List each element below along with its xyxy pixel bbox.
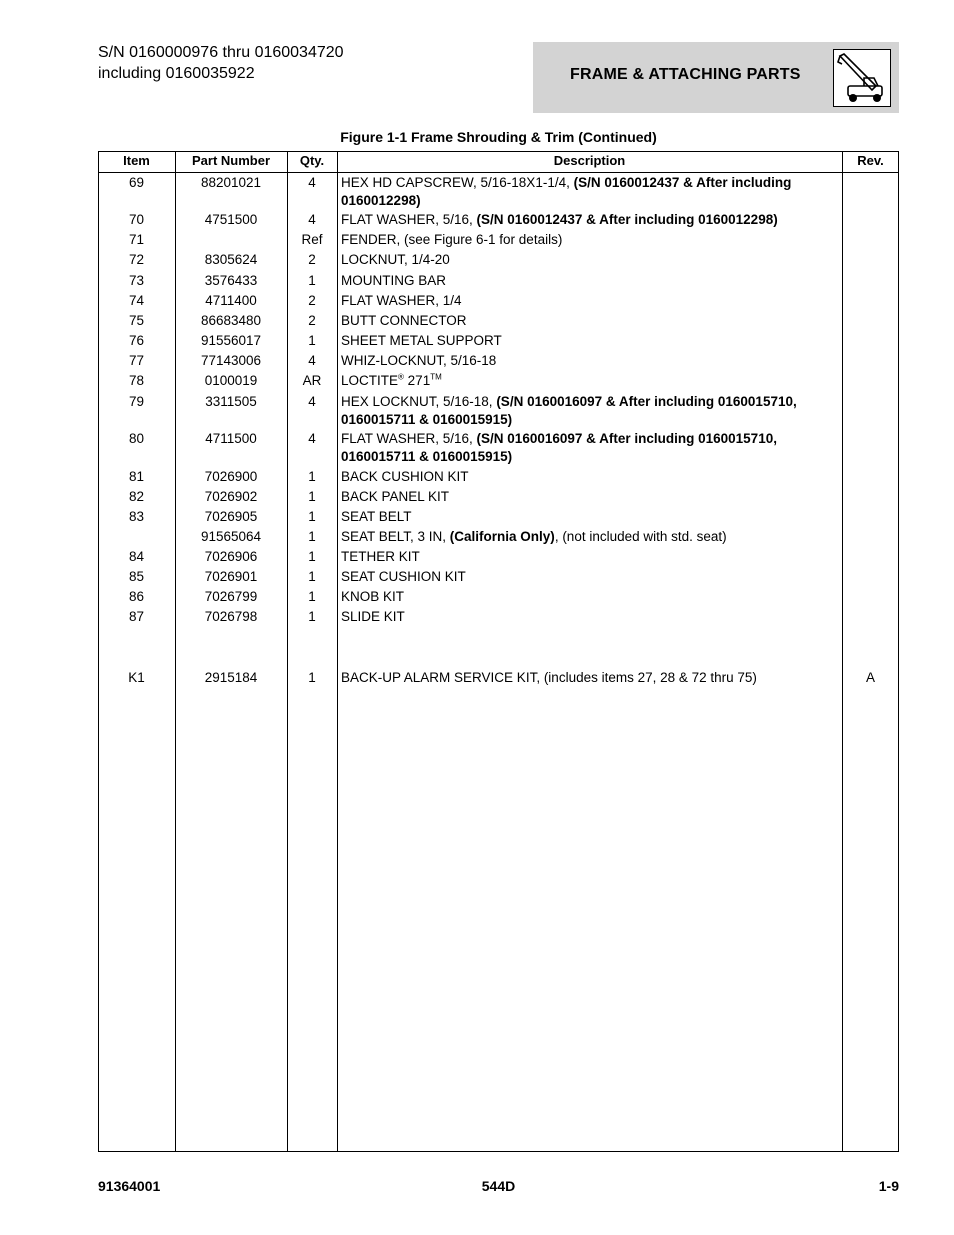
desc-bold: 0160015711 & 0160015915): [341, 449, 513, 464]
row-qty: AR: [302, 373, 322, 388]
row-part-number: 7026905: [204, 509, 258, 524]
row-description: BACK CUSHION KIT: [341, 469, 469, 484]
row-item: 74: [128, 293, 145, 308]
row-part-number: 4711500: [205, 431, 257, 446]
row-qty: 2: [308, 252, 316, 267]
row-qty: 1: [308, 489, 316, 504]
row-part-number: 3311505: [205, 394, 257, 409]
row-item: 81: [128, 469, 145, 484]
desc-bold: (S/N 0160016097 & After including 0160015710,: [496, 394, 797, 409]
desc-text: HEX LOCKNUT, 5/16-18,: [341, 394, 497, 409]
row-description: SHEET METAL SUPPORT: [341, 333, 502, 348]
row-description: [341, 372, 837, 390]
row-description: FLAT WASHER, 1/4: [341, 293, 462, 308]
footer-page-number: 1-9: [878, 1178, 899, 1194]
desc-bold: 0160015711 & 0160015915): [341, 412, 513, 427]
serial-line-1: S/N 0160000976 thru 0160034720: [98, 44, 344, 61]
row-description: SEAT BELT: [341, 509, 412, 524]
row-part-number: 7026900: [204, 469, 258, 484]
footer-model: 544D: [481, 1178, 516, 1194]
row-description: [341, 211, 837, 229]
row-qty: 1: [308, 509, 316, 524]
row-qty: 1: [308, 333, 316, 348]
desc-bold: (S/N 0160016097 & After including 0160015710,: [476, 431, 777, 446]
row-qty: 1: [308, 549, 316, 564]
row-item: 70: [128, 212, 145, 227]
row-description: FENDER, (see Figure 6-1 for details): [341, 232, 563, 247]
row-description: KNOB KIT: [341, 589, 405, 604]
row-part-number: 86683480: [200, 313, 262, 328]
row-qty: 4: [308, 353, 316, 368]
desc-bold: (S/N 0160012437 & After including: [573, 175, 792, 190]
row-qty: 1: [308, 670, 316, 685]
row-description: TETHER KIT: [341, 549, 420, 564]
section-title: FRAME & ATTACHING PARTS: [570, 66, 801, 83]
row-qty: 4: [308, 431, 316, 446]
row-part-number: 8305624: [204, 252, 258, 267]
row-item: 72: [128, 252, 145, 267]
row-qty: 2: [308, 313, 316, 328]
row-part-number: 4711400: [205, 293, 257, 308]
row-item: 83: [128, 509, 145, 524]
figure-title: Figure 1-1 Frame Shrouding & Trim (Continued): [340, 129, 657, 145]
row-item: 86: [128, 589, 145, 604]
row-qty: 2: [308, 293, 316, 308]
row-description: BACK-UP ALARM SERVICE KIT, (includes items 27, 28 & 72 thru 75): [341, 670, 757, 685]
column-divider: [337, 151, 338, 1152]
desc-bold: (California Only): [449, 529, 555, 544]
header-item: Item: [123, 153, 150, 168]
row-qty: 1: [308, 273, 316, 288]
desc-text: LOCTITE: [341, 373, 399, 388]
row-item: 82: [128, 489, 145, 504]
desc-text: FLAT WASHER, 5/16,: [341, 212, 477, 227]
row-item: 84: [128, 549, 145, 564]
row-qty: 1: [308, 529, 316, 544]
desc-bold: 0160012298): [341, 193, 421, 208]
row-qty: 1: [308, 609, 316, 624]
row-qty: 1: [308, 589, 316, 604]
row-part-number: 7026906: [204, 549, 258, 564]
desc-text: HEX HD CAPSCREW, 5/16-18X1-1/4,: [341, 175, 574, 190]
row-description: SEAT CUSHION KIT: [341, 569, 466, 584]
header-qty: Qty.: [299, 153, 325, 168]
footer-doc-number: 91364001: [98, 1178, 161, 1194]
row-description: BACK PANEL KIT: [341, 489, 450, 504]
row-part-number: 77143006: [200, 353, 262, 368]
row-item: K1: [128, 670, 145, 685]
row-description: [341, 528, 837, 546]
row-part-number: 0100019: [204, 373, 258, 388]
row-description: WHIZ-LOCKNUT, 5/16-18: [341, 353, 497, 368]
row-description: LOCKNUT, 1/4-20: [341, 252, 450, 267]
row-part-number: 2915184: [204, 670, 258, 685]
serial-range: [98, 42, 344, 84]
row-item: 85: [128, 569, 145, 584]
header-description: Description: [553, 153, 626, 168]
row-qty: 4: [308, 394, 316, 409]
row-item: 77: [128, 353, 145, 368]
row-part-number: 7026799: [204, 589, 258, 604]
row-part-number: 4751500: [204, 212, 258, 227]
row-qty: 4: [308, 175, 316, 190]
row-qty: 1: [308, 569, 316, 584]
row-part-number: 91565064: [200, 529, 262, 544]
row-part-number: 91556017: [200, 333, 262, 348]
column-divider: [842, 151, 843, 1152]
header-rev: Rev.: [857, 153, 884, 168]
row-part-number: 7026902: [204, 489, 258, 504]
row-part-number: 3576433: [204, 273, 258, 288]
telehandler-icon: [833, 49, 891, 107]
row-description: SLIDE KIT: [341, 609, 405, 624]
row-item: 76: [128, 333, 145, 348]
header-part-number: Part Number: [191, 153, 271, 168]
row-description: [341, 174, 837, 210]
row-item: 87: [128, 609, 145, 624]
row-item: 71: [128, 232, 145, 247]
row-description: BUTT CONNECTOR: [341, 313, 467, 328]
desc-bold: (S/N 0160012437 & After including 0160012298): [476, 212, 778, 227]
row-description: MOUNTING BAR: [341, 273, 447, 288]
row-item: 78: [128, 373, 145, 388]
desc-text: , (not included with std. seat): [554, 529, 727, 544]
row-item: 75: [128, 313, 145, 328]
registered-mark: ®: [398, 372, 404, 382]
row-description: [341, 430, 837, 466]
desc-text: 271: [403, 373, 431, 388]
section-header: [533, 42, 899, 113]
row-qty: Ref: [301, 232, 323, 247]
desc-text: SEAT BELT, 3 IN,: [341, 529, 450, 544]
row-part-number: 7026901: [204, 569, 258, 584]
header-divider: [98, 172, 899, 173]
row-qty: 1: [308, 469, 316, 484]
row-part-number: 88201021: [200, 175, 262, 190]
row-part-number: 7026798: [204, 609, 258, 624]
trademark-mark: TM: [430, 372, 442, 382]
row-item: 80: [128, 431, 145, 446]
serial-line-2: including 0160035922: [98, 65, 255, 82]
row-item: 79: [128, 394, 145, 409]
row-description: [341, 393, 837, 429]
row-item: 69: [128, 175, 145, 190]
row-rev: A: [865, 670, 875, 685]
row-item: 73: [128, 273, 145, 288]
row-qty: 4: [308, 212, 316, 227]
desc-text: FLAT WASHER, 5/16,: [341, 431, 477, 446]
